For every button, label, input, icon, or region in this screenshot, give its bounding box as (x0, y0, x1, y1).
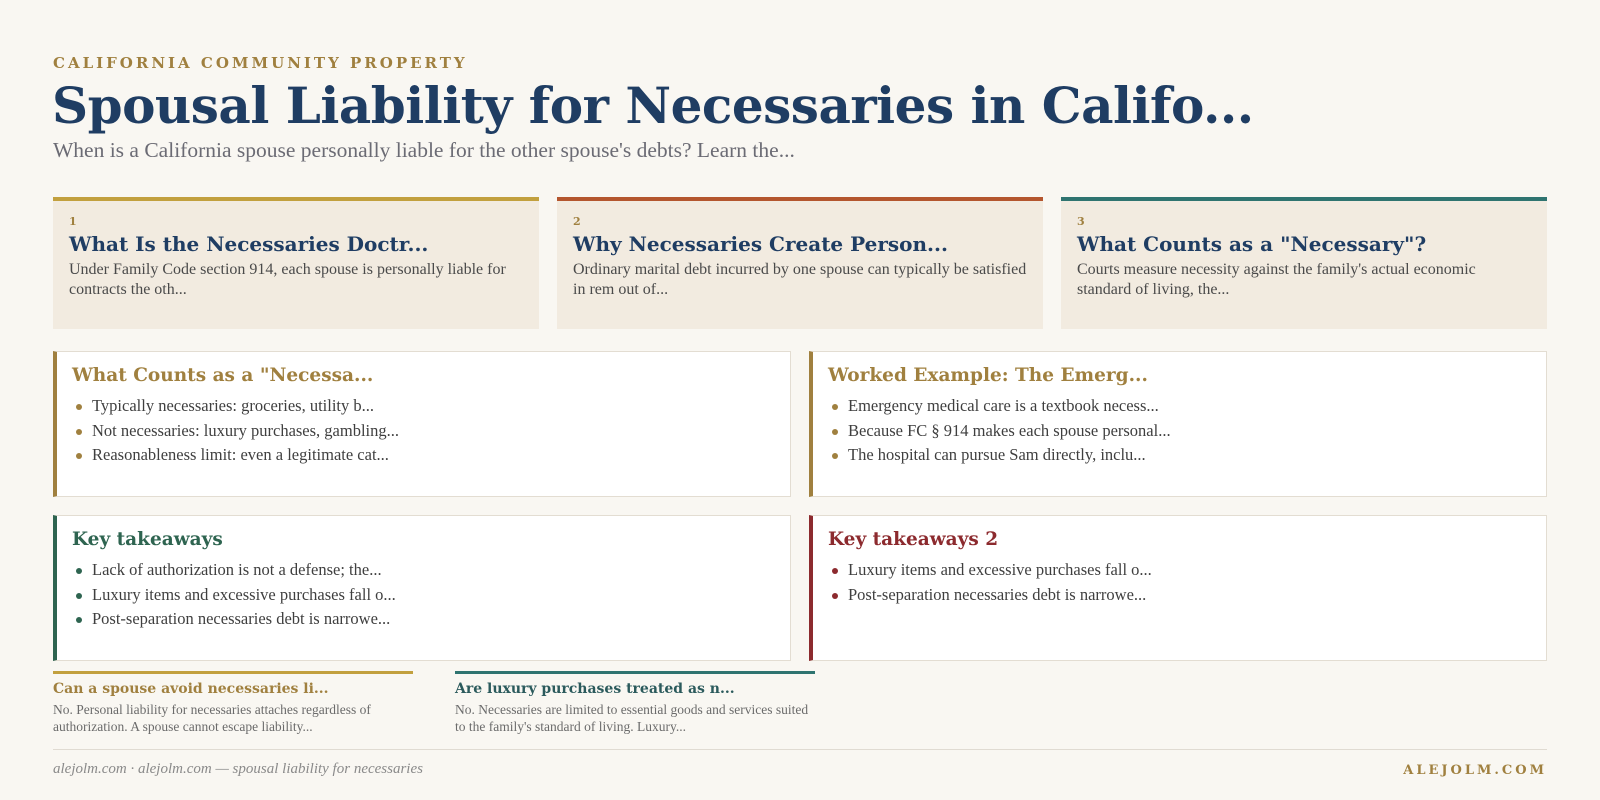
list-item (72, 607, 774, 632)
bullet-icon (76, 453, 82, 459)
faq-item-1 (53, 671, 413, 735)
panel-worked-example (809, 351, 1547, 497)
bullet-icon (76, 404, 82, 410)
eyebrow-label: CALIFORNIA COMMUNITY PROPERTY (53, 54, 468, 72)
card-title: What Counts as a "Necessary"? (1077, 232, 1427, 256)
panel-what-counts (53, 351, 791, 497)
bullet-icon (832, 593, 838, 599)
bullet-icon (76, 593, 82, 599)
page-subtitle: When is a California spouse personally liable for the other spouse's debts? Learn the... (53, 138, 795, 162)
list-item (828, 443, 1530, 468)
panel-key-takeaways (53, 515, 791, 661)
bullet-list (72, 394, 774, 468)
summary-card-3 (1061, 197, 1547, 329)
bullet-icon (832, 453, 838, 459)
card-title: What Is the Necessaries Doctr... (69, 232, 429, 256)
panel-title: Worked Example: The Emerg... (828, 365, 1148, 386)
list-item-text: Not necessaries: luxury purchases, gambling... (92, 420, 400, 440)
list-item (828, 558, 1530, 583)
summary-card-1 (53, 197, 539, 329)
bullet-list (828, 558, 1530, 607)
footer-divider (53, 749, 1547, 750)
list-item-text: Emergency medical care is a textbook necess... (848, 396, 1159, 415)
card-number: 2 (573, 215, 581, 228)
list-item-text: Because FC § 914 makes each spouse personal... (848, 420, 1171, 440)
panel-title: What Counts as a "Necessa... (72, 365, 374, 386)
faq-item-2 (455, 671, 815, 735)
list-item (72, 558, 774, 583)
bullet-icon (832, 568, 838, 574)
card-title: Why Necessaries Create Person... (573, 232, 948, 256)
faq-question: Are luxury purchases treated as n... (455, 681, 735, 697)
bullet-icon (832, 404, 838, 410)
page-title: Spousal Liability for Necessaries in Califo... (52, 76, 1254, 135)
bullet-icon (832, 429, 838, 435)
summary-card-2 (557, 197, 1043, 329)
list-item (72, 443, 774, 468)
list-item (828, 583, 1530, 608)
footer-brand: ALEJOLM.COM (1403, 763, 1547, 778)
panel-title: Key takeaways 2 (828, 529, 999, 550)
panel-key-takeaways-2 (809, 515, 1547, 661)
list-item (828, 394, 1530, 419)
list-item-text: Post-separation necessaries debt is narrowe... (92, 609, 391, 628)
list-item (72, 583, 774, 608)
list-item (72, 419, 774, 444)
faq-question: Can a spouse avoid necessaries li... (53, 681, 329, 697)
list-item-text: Reasonableness limit: even a legitimate cat... (92, 445, 389, 464)
list-item (72, 394, 774, 419)
summary-cards (53, 197, 1547, 329)
bullet-list (828, 394, 1530, 468)
card-text: Under Family Code section 914, each spouse is personally liable for contracts the oth... (69, 261, 506, 298)
bullet-icon (76, 568, 82, 574)
panel-title: Key takeaways (72, 529, 223, 550)
list-item-text: The hospital can pursue Sam directly, inclu... (848, 445, 1146, 464)
list-item (828, 419, 1530, 444)
list-item-text: Typically necessaries: groceries, utility b... (92, 396, 375, 415)
card-text: Ordinary marital debt incurred by one spouse can typically be satisfied in rem out of... (573, 261, 1027, 298)
bullet-icon (76, 429, 82, 435)
footer-source-text: alejolm.com · alejolm.com — spousal liability for necessaries (53, 761, 423, 777)
list-item-text: Luxury items and excessive purchases fall o... (92, 584, 396, 604)
card-text: Courts measure necessity against the family's actual economic standard of living, the... (1077, 261, 1476, 298)
card-number: 1 (69, 215, 77, 228)
bullet-list (72, 558, 774, 632)
list-item-text: Lack of authorization is not a defense; the... (92, 560, 382, 579)
list-item-text: Post-separation necessaries debt is narrowe... (848, 584, 1147, 604)
card-number: 3 (1077, 215, 1085, 228)
list-item-text: Luxury items and excessive purchases fall o... (848, 560, 1152, 579)
faq-answer: No. Personal liability for necessaries attaches regardless of authorization. A spouse cannot escape liability... (53, 702, 371, 734)
bullet-icon (76, 617, 82, 623)
faq-answer: No. Necessaries are limited to essential goods and services suited to the family's standard of living. Luxury... (455, 702, 809, 734)
